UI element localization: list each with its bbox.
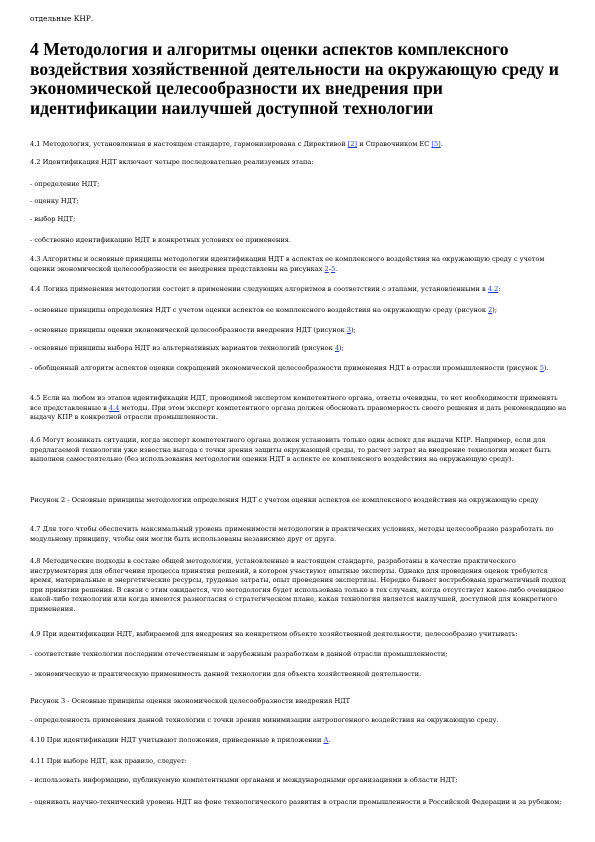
section-link-4-2[interactable]: 4.2 <box>487 285 499 293</box>
bullet-item: - выбор НДТ; <box>30 215 76 223</box>
paragraph-4-4: 4.4 Логика применения методологии состоит в применении следующих алгоритмов в соответствии с этапами, установленными в 4.2: <box>30 285 501 293</box>
bullet-item: - оценивать научно-технический уровень НДТ на фоне технологического развития в отрасли промышленности в Российской Федерации и за рубежом; <box>30 798 562 806</box>
paragraph-4-10: 4.10 При идентификации НДТ учитывают положения, приведенные в приложении А. <box>30 736 331 744</box>
ref-link-2[interactable]: [2] <box>347 140 358 148</box>
appendix-link-a[interactable]: А <box>323 736 329 744</box>
bullet-item: - определение НДТ; <box>30 180 100 188</box>
figure-link-3[interactable]: 3 <box>346 326 351 334</box>
bullet-item: - использовать информацию, публикуемую компетентными органами и международными организациями в области НДТ; <box>30 776 458 784</box>
paragraph-4-6: 4.6 Могут возникать ситуации, когда эксперт компетентного органа должен установить только один аспект для выдачи КПР. Например, если для предлагаемой технологии уже известна выгода с точки зрения защиты окружающей среды, то расчет затрат на внедрение технологии может быть выполнен самостоятельно (без использования методологии оценки НДТ в аспекте ее комплексного воздействия на окружающую среду). <box>30 436 551 463</box>
figure-link-5[interactable]: 5 <box>539 364 544 372</box>
bullet-item: - собственно идентификацию НДТ в конкретных условиях ее применения. <box>30 236 291 244</box>
section-title: 4 Методология и алгоритмы оценки аспектов комплексного воздействия хозяйственной деятельности на окружающую среду и экономической целесообразности их внедрения при идентификации наилучшей доступной технологии <box>30 39 559 118</box>
paragraph-4-8: 4.8 Методические подходы в составе общей методологии, установленные в настоящем стандарте, разработаны в качестве практического инструментария для облегчения процесса принятия решений, в котором участвуют опытные эксперты. Однако для проведения оценок требуются время, материальные и энергетические ресурсы, трудовые затраты, опыт проведения экспертизы. Нередко бывает востребована прагматичный подход при принятии решения. В связи с этим ожидается, что методология будет использована только в тех случаях, когда отсутствует какое-либо очевидное какой-либо технологии или когда имеются разногласия о стратегическом плане, какая технология является наилучшей, доступной для конкретного применения. <box>30 557 566 613</box>
figure-caption-3: Рисунок 3 - Основные принципы оценки экономической целесообразности внедрения НДТ <box>30 697 351 705</box>
bullet-item: - экономическую и практическую применимость данной технологии для объекта хозяйственной деятельности. <box>30 670 422 678</box>
figure-caption-2: Рисунок 2 - Основные принципы методологии определения НДТ с учетом оценки аспектов ее комплексного воздействия на окружающую среду <box>30 496 539 504</box>
paragraph-4-2: 4.2 Идентификация НДТ включает четыре последовательно реализуемых этапа: <box>30 158 314 166</box>
section-link-4-4[interactable]: 4.4 <box>108 403 120 412</box>
bullet-item: - соответствие технологии последним отечественным и зарубежным разработкам в данной отрасли промышленности; <box>30 650 448 658</box>
ref-link-5[interactable]: [5] <box>431 140 441 148</box>
bullet-item: - обобщенный алгоритм аспектов оценки сокращений экономической целесообразности применения НДТ в отрасли промышленности (рисунок 5). <box>30 364 549 372</box>
figure-link-4[interactable]: 4 <box>334 344 340 352</box>
bullet-item: - основные принципы определения НДТ с учетом оценки аспектов ее комплексного воздействия на окружающую среду (рисунок 2); <box>30 306 498 314</box>
paragraph-4-9: 4.9 При идентификации НДТ, выбираемой для внедрения на конкретном объекте хозяйственной деятельности, целесообразно учитывать: <box>30 630 518 638</box>
figure-link-2[interactable]: 2 <box>488 306 493 314</box>
bullet-item: - основные принципы выбора НДТ из альтернативных вариантов технологий (рисунок 4); <box>30 344 344 352</box>
bullet-item: - основные принципы оценки экономической целесообразности внедрения НДТ (рисунок 3); <box>30 326 356 334</box>
paragraph-4-3: 4.3 Алгоритмы и основные принципы методологии идентификации НДТ в аспектах ее комплексного воздействия на окружающую среду с учетом оценки экономической целесообразности ее внедрения представлены на рисунках 2-5. <box>30 255 545 273</box>
continuation-text: отдельные КНР. <box>30 14 94 23</box>
paragraph-4-11: 4.11 При выборе НДТ, как правило, следует: <box>30 757 187 765</box>
paragraph-4-7: 4.7 Для того чтобы обеспечить максимальный уровень применимости методологии в практических условиях, методы целесообразно разработать по модульному принципу, чтобы они могли быть использованы независимо друг от друга. <box>30 525 554 543</box>
figure-link-2[interactable]: 2 <box>324 264 329 273</box>
paragraph-4-1: 4.1 Методология, установленная в настоящем стандарте, гармонизирована с Директивой [2] и Справочником ЕС [5]. <box>30 140 443 148</box>
bullet-item: - определенность применения данной технологии с точки зрения минимизации антропогенного воздействия на окружающую среду. <box>30 716 499 724</box>
paragraph-4-5: 4.5 Если на любом из этапов идентификации НДТ, проводимой экспертом компетентного органа, ответы очевидны, то нет необходимости применять все представленные в 4.4 методы. При этом эксперт компетентного органа должен обосновать правомерность своего решения и дать рекомендацию на выдачу КПР в конкретной отрасли промышленности. <box>30 394 567 421</box>
bullet-item: - оценку НДТ; <box>30 197 79 205</box>
figure-link-5[interactable]: 5 <box>330 264 336 273</box>
